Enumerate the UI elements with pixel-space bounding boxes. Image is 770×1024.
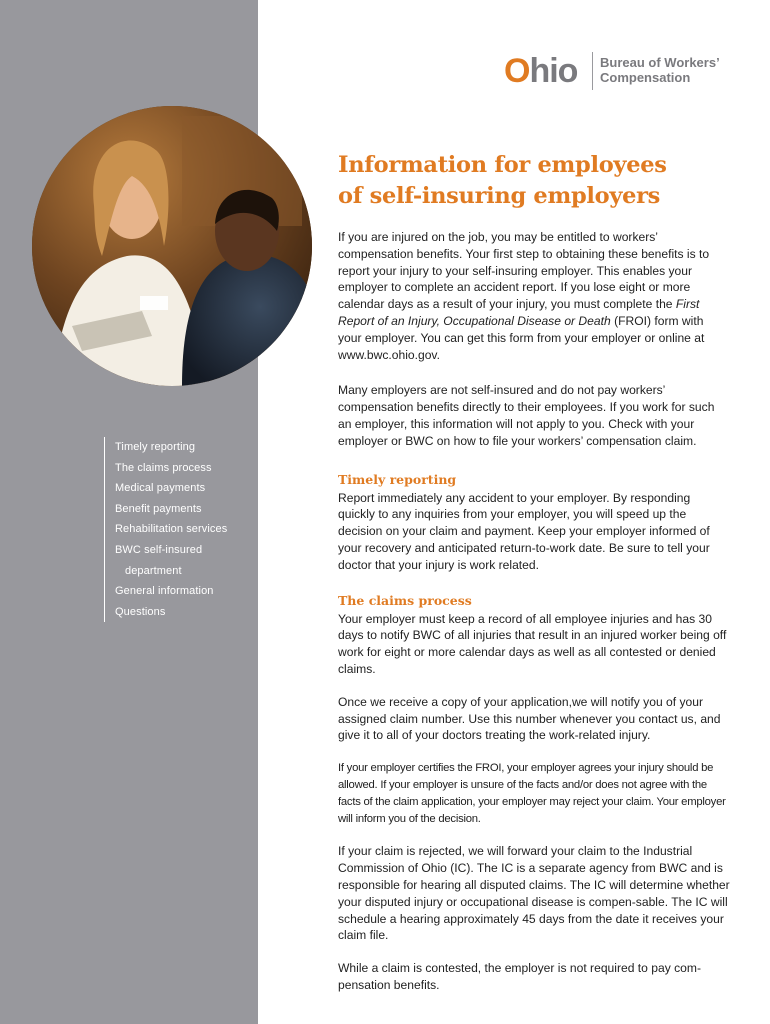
- logo-ohio-wordmark: [504, 52, 577, 90]
- toc-item-department[interactable]: department: [125, 564, 182, 577]
- logo-line-2: Compensation: [600, 70, 691, 85]
- toc-item-medical-payments[interactable]: Medical payments: [115, 482, 206, 495]
- title-line-1: Information for employees: [338, 152, 667, 178]
- logo-ohio-rest: hio: [529, 52, 578, 90]
- page-title: [338, 150, 730, 212]
- claims-process-heading: The claims process: [338, 592, 472, 608]
- logo-divider: [592, 52, 593, 90]
- logo-line-1: Bureau of Workers’: [600, 55, 720, 70]
- timely-reporting-heading: Timely reporting: [338, 471, 457, 487]
- toc-item-timely-reporting[interactable]: Timely reporting: [115, 441, 196, 453]
- title-line-2: of self-insuring employers: [338, 183, 661, 209]
- froi-form-name: First Report of an Injury, Occupational Disease or Death: [338, 297, 700, 328]
- intro-text-end: .: [436, 347, 440, 362]
- timely-reporting-paragraph: Report immediately any accident to your employer. By responding quickly to any inquiries from your employer, you will speed up the decision on your claim and payment. Keep your employer informed of your recovery and anticipated return-to-work date. Be sure to tell your doctor that your injury is work related.: [338, 490, 710, 572]
- employee-meeting-photo: [32, 106, 312, 386]
- table-of-contents: [104, 437, 265, 622]
- claims-paragraph-5: While a claim is contested, the employer is not required to pay com-pensation benefits.: [338, 961, 701, 992]
- claims-paragraph-2: Once we receive a copy of your application,we will notify you of your assigned claim number. Use this number whenever you contact us, and give it to all of your doctors treating the work-related injury.: [338, 694, 721, 743]
- claims-paragraph-3: If your employer certifies the FROI, your employer agrees your injury should be allowed. If your employer is unsure of the facts and/or does not agree with the facts of the claim application, your employer may reject your claim. Your employer will inform you of the decision.: [338, 762, 726, 825]
- toc-item-questions[interactable]: Questions: [115, 605, 166, 618]
- toc-item-claims-process[interactable]: The claims process: [115, 461, 212, 474]
- toc-item-benefit-payments[interactable]: Benefit payments: [115, 502, 202, 515]
- toc-item-general-information[interactable]: General information: [115, 585, 214, 598]
- logo-agency-name: [600, 55, 720, 85]
- claims-paragraph-4: If your claim is rejected, we will forward your claim to the Industrial Commission of Ohio (IC). The IC is a separate agency from BWC and is responsible for hearing all disputed claims. The IC will determine whether your disputed injury or occupational disease is compen-sable. The IC will schedule a hearing approximately 45 days from the date it receives your claim file.: [338, 844, 730, 943]
- photo-illustration: [32, 106, 312, 386]
- ohio-bwc-logo: [504, 52, 754, 92]
- toc-item-rehabilitation-services[interactable]: Rehabilitation services: [115, 523, 228, 536]
- logo-o-letter: O: [504, 52, 530, 90]
- claims-paragraph-1: Your employer must keep a record of all employee injuries and has 30 days to notify BWC of all injuries that result in an injured worker being off work for eight or more calendar days as well as all contested or denied claims.: [338, 611, 727, 676]
- main-content: [338, 150, 730, 1010]
- intro-text-2: (FROI) form with your employer. You can get this form from your employer or online at: [338, 313, 705, 345]
- toc-item-bwc-self-insured[interactable]: BWC self-insured: [115, 543, 203, 556]
- not-self-insured-paragraph: Many employers are not self-insured and do not pay workers’ compensation benefits directly to their employees. If you work for such an employer, this information will not apply to you. Check with your employer or BWC on how to file your workers’ compensation claim.: [338, 383, 715, 448]
- bwc-website-link[interactable]: www.bwc.ohio.gov: [338, 347, 437, 362]
- intro-paragraph: [338, 229, 730, 363]
- intro-text-1: If you are injured on the job, you may be entitled to workers’ compensation benefits. Your first step to obtaining these benefits is to report your injury to your self-insuring employer. This enables your employer to complete an accident report. If you lose eight or more calendar days as a result of your injury, you must complete the: [338, 230, 710, 312]
